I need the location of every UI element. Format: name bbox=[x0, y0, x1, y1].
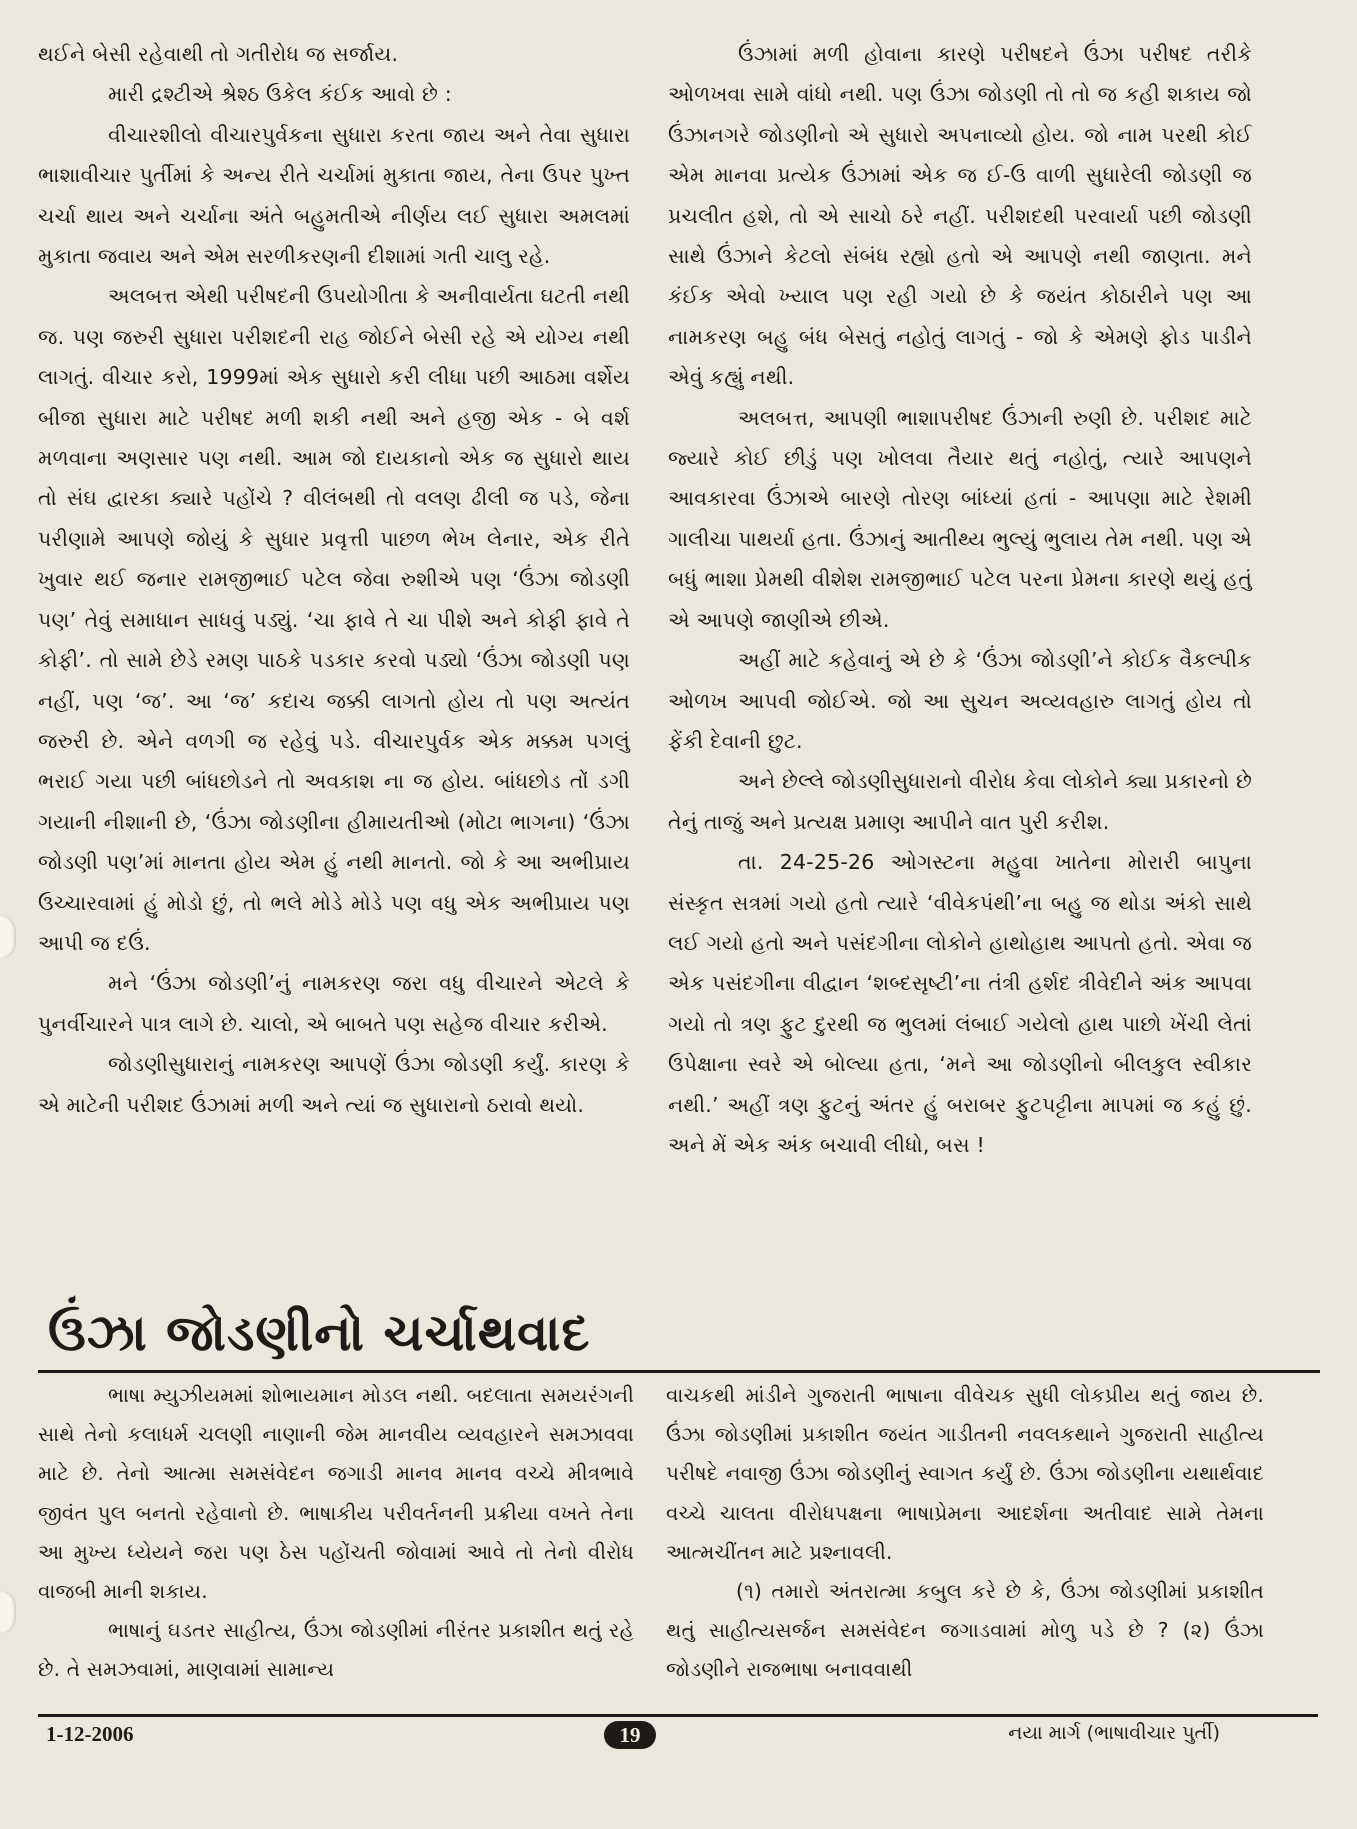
article-column-left bbox=[38, 34, 630, 1125]
paragraph: અહીં માટે કહેવાનું એ છે કે ‘ઉંઝા જોડણી’ને કોઈક વૈકલ્પીક ઓળખ આપવી જોઈએ. જો આ સુચન અવ્યવહારુ લાગતું હોય તો ફેંકી દેવાની છુટ. bbox=[668, 648, 1252, 753]
headline-rule bbox=[38, 1370, 1320, 1373]
paragraph: (૧) તમારો અંતરાત્મા કબુલ કરે છે કે, ઉંઝા જોડણીમાં પ્રકાશીત થતું સાહીત્યસર્જન સમસંવેદન જગાડવામાં મોળુ પડે છે ? (૨) ઉંઝા જોડણીને રાજભાષા બનાવવાથી bbox=[666, 1579, 1264, 1682]
second-article-column-left bbox=[38, 1376, 634, 1690]
paragraph: મારી દ્રશ્ટીએ શ્રેશ્ઠ ઉકેલ કંઈક આવો છે : bbox=[108, 82, 452, 107]
paragraph: વીચારશીલો વીચારપુર્વકના સુધારા કરતા જાય અને તેવા સુધારા ભાશાવીચાર પુર્તીમાં કે અન્ય રીતે ચર્ચામાં મુકાતા જાય, તેના ઉપર પુખ્ત ચર્ચા થાય અને ચર્ચાના અંતે બહુમતીએ નીર્ણય લઈ સુધારા અમલમાં મુકાતા જવાય અને એમ સરળીકરણની દીશામાં ગતી ચાલુ રહે. bbox=[38, 122, 630, 269]
paragraph: મને ‘ઉંઝા જોડણી’નું નામકરણ જરા વધુ વીચારને એટલે કે પુનર્વીચારને પાત્ર લાગે છે. ચાલો, એ બાબતે પણ સહેજ વીચાર કરીએ. bbox=[38, 971, 630, 1036]
paragraph: વાચકથી માંડીને ગુજરાતી ભાષાના વીવેચક સુધી લોકપ્રીય થતું જાય છે. ઉંઝા જોડણીમાં પ્રકાશીત જયંત ગાડીતની નવલકથાને ગુજરાતી સાહીત્ય પરીષદે નવાજી ઉંઝા જોડણીનું સ્વાગત કર્યું છે. ઉંઝા જોડણીના યથાર્થવાદ વચ્ચે ચાલતા વીરોધપક્ષના ભાષાપ્રેમના આદર્શના અતીવાદ સામે તેમના આત્મચીંતન માટે પ્રશ્નાવલી. bbox=[666, 1383, 1264, 1564]
paragraph: અલબત્ત, આપણી ભાશાપરીષદ ઉંઝાની રુણી છે. પરીશદ માટે જ્યારે કોઈ છીડું પણ ખોલવા તૈયાર થતું નહોતું, ત્યારે આપણને આવકારવા ઉંઝાએ બારણે તોરણ બાંધ્યાં હતાં - આપણા માટે રેશમી ગાલીચા પાથર્યા હતા. ઉંઝાનું આતીથ્ય ભુલ્યું ભુલાય તેમ નથી. પણ એ બધું ભાશા પ્રેમથી વીશેશ રામજીભાઈ પટેલ પરના પ્રેમના કારણે થયું હતું એ આપણે જાણીએ છીએ. bbox=[668, 405, 1252, 632]
paragraph: અલબત્ત એથી પરીષદની ઉપયોગીતા કે અનીવાર્યતા ઘટતી નથી જ. પણ જરુરી સુધારા પરીશદની રાહ જોઈને બેસી રહે એ યોગ્ય નથી લાગતું. વીચાર કરો, 1999માં એક સુધારો કરી લીધા પછી આઠમા વર્શેય બીજા સુધારા માટે પરીષદ મળી શકી નથી અને હજી એક - બે વર્શ મળવાના અણસાર પણ નથી. આમ જો દાયકાનો એક જ સુધારો થાય તો સંઘ દ્વારકા ક્યારે પહોંચે ? વીલંબથી તો વલણ ઢીલી જ પડે, જેના પરીણામે આપણે જોયું કે સુધાર પ્રવૃત્તી પાછળ ભેખ લેનાર, એક રીતે ખુવાર થઈ જનાર રામજીભાઈ પટેલ જેવા રુશીએ પણ ‘ઉંઝા જોડણી પણ’ તેવું સમાધાન સાધવું પડ્યું. ‘ચા ફાવે તે ચા પીશે અને કોફી ફાવે તે કોફી’. તો સામે છેડે રમણ પાઠકે પડકાર કરવો પડ્યો ‘ઉંઝા જોડણી પણ નહીં, પણ ‘જ’. આ ‘જ’ કદાચ જક્કી લાગતો હોય તો પણ અત્યંત જરુરી છે. એને વળગી જ રહેવું પડે. વીચારપુર્વક એક મક્કમ પગલું ભરાઈ ગયા પછી બાંધછોડને તો અવકાશ ના જ હોય. બાંધછોડ તોં ડગી ગયાની નીશાની છે, ‘ઉંઝા જોડણીના હીમાયતીઓ (મોટા ભાગના) ‘ઉંઝા જોડણી પણ’માં માનતા હોય એમ હું નથી માનતો. જો કે આ અભીપ્રાય ઉચ્ચારવામાં હું મોડો છું, તો ભલે મોડે મોડે પણ વધુ એક અભીપ્રાય પણ આપી જ દઉં. bbox=[38, 284, 630, 955]
paragraph: ઉંઝામાં મળી હોવાના કારણે પરીષદને ઉંઝા પરીષદ તરીકે ઓળખવા સામે વાંધો નથી. પણ ઉંઝા જોડણી તો તો જ કહી શકાય જો ઉંઝાનગરે જોડણીનો એ સુધારો અપનાવ્યો હોય. જો નામ પરથી કોઈ એમ માનવા પ્રત્યેક ઉંઝામાં એક જ ઈ-ઉ વાળી સુધારેલી જોડણી જ પ્રચલીત હશે, તો એ સાચો ઠરે નહીં. પરીશદથી પરવાર્યા પછી જોડણી સાથે ઉંઝાને કેટલો સંબંધ રહ્યો હતો એ આપણે નથી જાણતા. મને કંઈક એવો ખ્યાલ પણ રહી ગયો છે કે જયંત કોઠારીને પણ આ નામકરણ બહુ બંધ બેસતું નહોતું લાગતું - જો કે એમણે ફોડ પાડીને એવું કહ્યું નથી. bbox=[668, 42, 1252, 390]
paragraph: અને છેલ્લે જોડણીસુધારાનો વીરોધ કેવા લોકોને ક્યા પ્રકારનો છે તેનું તાજું અને પ્રત્યક્ષ પ્રમાણ આપીને વાત પુરી કરીશ. bbox=[668, 769, 1252, 834]
paragraph: ભાષાનું ઘડતર સાહીત્ય, ઉંઝા જોડણીમાં નીરંતર પ્રકાશીત થતું રહે છે. તે સમઝવામાં, માણવામાં સામાન્ય bbox=[38, 1618, 634, 1682]
paragraph: ભાષા મ્યુઝીયમમાં શોભાયમાન મોડલ નથી. બદલાતા સમયરંગની સાથે તેનો કલાધર્મ ચલણી નાણાની જેમ માનવીય વ્યવહારને સમઝાવવા માટે છે. તેનો આત્મા સમસંવેદન જગાડી માનવ માનવ વચ્ચે મીત્રભાવે જીવંત પુલ બનતો રહેવાનો છે. ભાષાકીય પરીવર્તનની પ્રક્રીયા વખતે તેના આ મુખ્ય ધ્યેયને જરા પણ ઠેસ પહોંચતી જોવામાં આવે તો તેનો વીરોધ વાજબી માની શકાય. bbox=[38, 1383, 634, 1604]
footer-date: 1-12-2006 bbox=[46, 1722, 134, 1746]
page-number-badge: 19 bbox=[604, 1721, 656, 1749]
footer-rule bbox=[38, 1714, 1318, 1717]
paragraph: થઈને બેસી રહેવાથી તો ગતીરોધ જ સર્જાય. bbox=[38, 42, 399, 66]
second-article-column-right bbox=[666, 1376, 1264, 1690]
punch-hole bbox=[0, 915, 16, 959]
paragraph: જોડણીસુધારાનું નામકરણ આપણેં ઉંઝા જોડણી કર્યું. કારણ કે એ માટેની પરીશદ ઉંઝામાં મળી અને ત્યાં જ સુધારાનો ઠરાવો થયો. bbox=[38, 1052, 630, 1117]
article-column-right bbox=[668, 34, 1252, 1165]
paragraph: તા. 24-25-26 ઓગસ્ટના મહુવા ખાતેના મોરારી બાપુના સંસ્કૃત સત્રમાં ગયો હતો ત્યારે ‘વીવેકપંથી’ના બહુ જ થોડા અંકો સાથે લઈ ગયો હતો અને પસંદગીના લોકોને હાથોહાથ આપતો હતો. એવા જ એક પસંદગીના વીદ્વાન ‘શબ્દસૃષ્ટી’ના તંત્રી હર્શદ ત્રીવેદીને અંક આપવા ગયો તો ત્રણ ફુટ દુરથી જ ભુલમાં લંબાઈ ગયેલો હાથ પાછો ખેંચી લેતાં ઉપેક્ષાના સ્વરે એ બોલ્યા હતા, ‘મને આ જોડણીનો બીલકુલ સ્વીકાર નથી.’ અહીં ત્રણ ફુટનું અંતર હું બરાબર ફુટપટ્ટીના માપમાં જ કહું છું. અને મેં એક અંક બચાવી લીધો, બસ ! bbox=[668, 850, 1252, 1157]
article-headline: ઉંઝા જોડણીનો ચર્ચાથવાદ bbox=[48, 1304, 591, 1362]
punch-hole bbox=[0, 1590, 16, 1634]
publication-name: નયા માર્ગ (ભાષાવીચાર પુર્તી) bbox=[1008, 1722, 1220, 1744]
